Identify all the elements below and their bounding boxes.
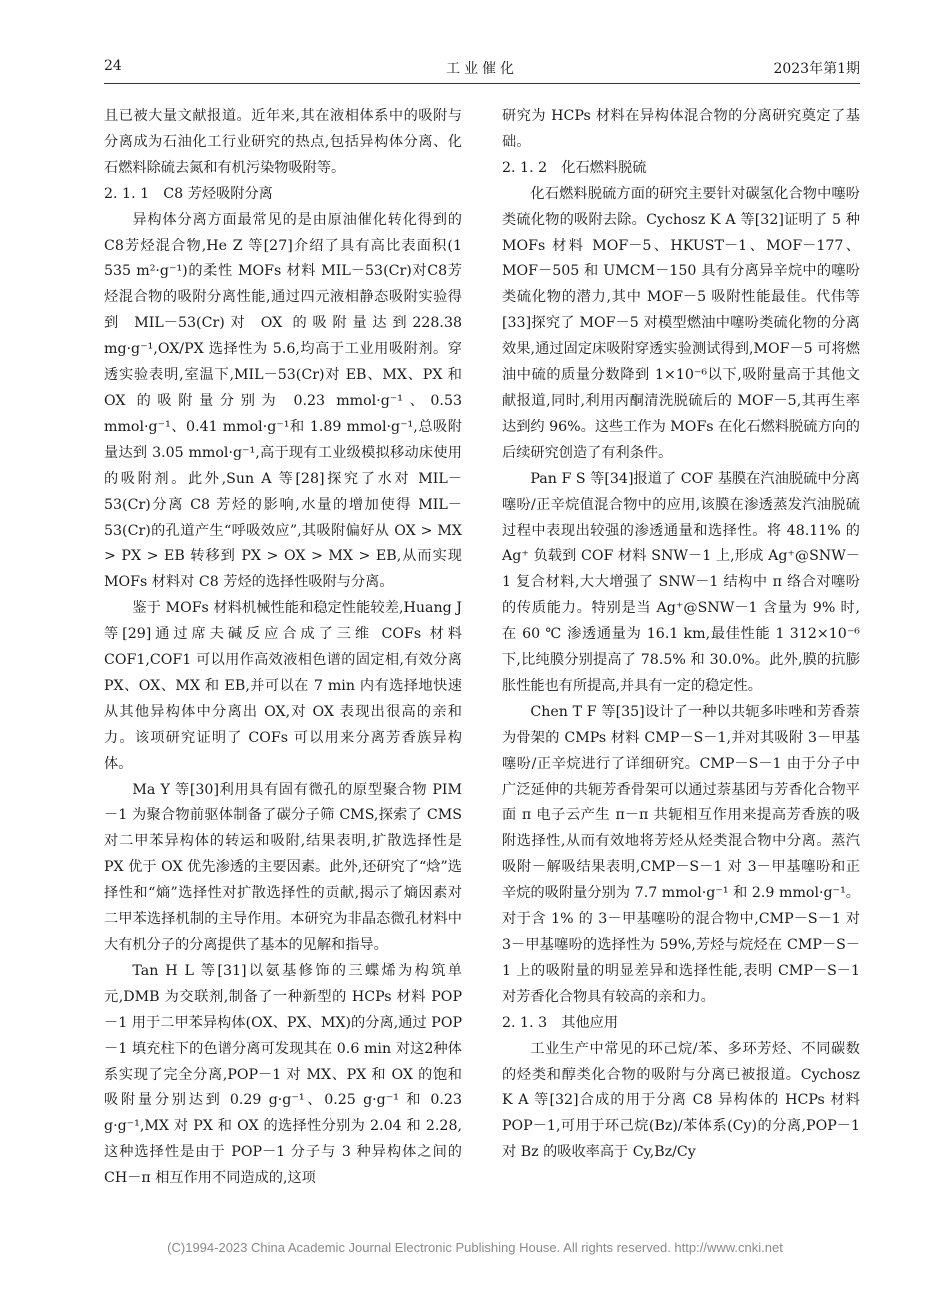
page-number: 24 <box>104 58 122 74</box>
paragraph: 鉴于 MOFs 材料机械性能和稳定性能较差,Huang J 等[29]通过席夫碱反应合成了三维 COFs 材料 COF1,COF1 可以用作高效液相色谱的固定相,有效分离 PX、OX、MX 和 EB,并可以在 7 min 内有选择地快速从其他异构体中分离出 OX,对 OX 表现出很高的亲和力。该项研究证明了 COFs 可以用来分离芳香族异构体。 <box>104 600 462 772</box>
paragraph: Pan F S 等[34]报道了 COF 基膜在汽油脱硫中分离噻吩/正辛烷值混合物中的应用,该膜在渗透蒸发汽油脱硫过程中表现出较强的渗透通量和选择性。将 48.11% 的 Ag⁺ 负载到 COF 材料 SNW－1 上,形成 Ag⁺@SNW－1 复合材料,大大增强了 SNW－1 结构中 π 络合对噻吩的传质能力。特别是当 Ag⁺@SNW－1 含量为 9% 时,在 60 ℃ 渗透通量为 16.1 km,最佳性能 1 312×10⁻⁶ 下,比纯膜分别提高了 78.5% 和 30.0%。此外,膜的抗膨胀性能也有所提高,并具有一定的稳定性。 <box>502 470 860 694</box>
paragraph: 异构体分离方面最常见的是由原油催化转化得到的C8芳烃混合物,He Z 等[27]介绍了具有高比表面积(1 535 m²·g⁻¹)的柔性 MOFs 材料 MIL－53(Cr)对C8芳烃混合物的吸附分离性能,通过四元液相静态吸附实验得到 MIL－53(Cr)对 OX 的吸附量达到228.38 mg·g⁻¹,OX/PX 选择性为 5.6,均高于工业用吸附剂。穿透实验表明,室温下,MIL－53(Cr)对 EB、MX、PX 和 OX 的吸附量分别为 0.23 mmol·g⁻¹、0.53 mmol·g⁻¹、0.41 mmol·g⁻¹和 1.89 mmol·g⁻¹,总吸附量达到 3.05 mmol·g⁻¹,高于现有工业级模拟移动床使用的吸附剂。此外,Sun A 等[28]探究了水对 MIL－53(Cr)分离 C8 芳烃的影响,水量的增加使得 MIL－53(Cr)的孔道产生“呼吸效应”,其吸附偏好从 OX > MX > PX > EB 转移到 PX > OX > MX > EB,从而实现 MOFs 材料对 C8 芳烃的选择性吸附与分离。 <box>104 211 462 591</box>
right-column <box>502 104 860 1166</box>
paragraph: Chen T F 等[35]设计了一种以共轭多咔唑和芳香萘为骨架的 CMPs 材料 CMP－S－1,并对其吸附 3－甲基噻吩/正辛烷进行了详细研究。CMP－S－1 由于分子中广泛延伸的共轭芳香骨架可以通过萘基团与芳香化合物平面 π 电子云产生 π－π 共轭相互作用来提高芳香族的吸附选择性,从而有效地将芳烃从烃类混合物中分离。蒸汽吸附－解吸结果表明,CMP－S－1 对 3－甲基噻吩和正辛烷的吸附量分别为 7.7 mmol·g⁻¹ 和 2.9 mmol·g⁻¹。对于含 1% 的 3－甲基噻吩的混合物中,CMP－S－1 对 3－甲基噻吩的选择性为 59%,芳烃与烷烃在 CMP－S－1 上的吸附量的明显差异和选择性能,表明 CMP－S－1 对芳香化合物具有较高的亲和力。 <box>502 703 860 1005</box>
section-heading: 2. 1. 1 C8 芳烃吸附分离 <box>104 185 273 202</box>
paragraph: 工业生产中常见的环己烷/苯、多环芳烃、不同碳数的烃类和醇类化合物的吸附与分离已被报道。Cychosz K A 等[32]合成的用于分离 C8 异构体的 HCPs 材料 POP－1,可用于环己烷(Bz)/苯体系(Cy)的分离,POP－1 对 Bz 的吸收率高于 Cy,Bz/Cy <box>502 1040 860 1161</box>
header-rule <box>104 83 860 84</box>
copyright-footer: (C)1994-2023 China Academic Journal Electronic Publishing House. All rights reserved. http://www.cnki.net <box>167 1240 783 1255</box>
page-header <box>104 58 860 80</box>
paragraph: 化石燃料脱硫方面的研究主要针对碳氢化合物中噻吩类硫化物的吸附去除。Cychosz K A 等[32]证明了 5 种 MOFs 材料 MOF－5、HKUST－1、MOF－177、MOF－505 和 UMCM－150 具有分离异辛烷中的噻吩类硫化物的潜力,其中 MOF－5 吸附性能最佳。代伟等[33]探究了 MOF－5 对模型燃油中噻吩类硫化物的分离效果,通过固定床吸附穿透实验测试得到,MOF－5 可将燃油中硫的质量分数降到 1×10⁻⁶以下,吸附量高于其他文献报道,同时,利用丙酮清洗脱硫后的 MOF－5,其再生率达到约 96%。这些工作为 MOFs 在化石燃料脱硫方向的后续研究创造了有利条件。 <box>502 185 860 461</box>
paragraph: Ma Y 等[30]利用具有固有微孔的原型聚合物 PIM－1 为聚合物前驱体制备了碳分子筛 CMS,探索了 CMS 对二甲苯异构体的转运和吸附,结果表明,扩散选择性是 PX 优于 OX 优先渗透的主要因素。此外,还研究了“焓”选择性和“熵”选择性对扩散选择性的贡献,揭示了熵因素对二甲苯选择机制的主导作用。本研究为非晶态微孔材料中大有机分子的分离提供了基本的见解和指导。 <box>104 781 462 953</box>
paragraph: 研究为 HCPs 材料在异构体混合物的分离研究奠定了基础。 <box>502 108 860 150</box>
paragraph: Tan H L 等[31]以氨基修饰的三蝶烯为构筑单元,DMB 为交联剂,制备了一种新型的 HCPs 材料 POP－1 用于二甲苯异构体(OX、PX、MX)的分离,通过 POP－1 填充柱下的色谱分离可发现其在 0.6 min 对这2种体系实现了完全分离,POP－1 对 MX、PX 和 OX 的饱和吸附量分别达到 0.29 g·g⁻¹、0.25 g·g⁻¹ 和 0.23 g·g⁻¹,MX 对 PX 和 OX 的选择性分别为 2.04 和 2.28,这种选择性是由于 POP－1 分子与 3 种异构体之间的 CH－π 相互作用不同造成的,这项 <box>104 962 462 1187</box>
section-heading: 2. 1. 3 其他应用 <box>502 1014 619 1031</box>
journal-title: 工业催化 <box>446 61 518 77</box>
section-heading: 2. 1. 2 化石燃料脱硫 <box>502 159 647 176</box>
issue-label: 2023年第1期 <box>773 61 860 77</box>
left-column <box>104 104 462 1192</box>
paragraph: 且已被大量文献报道。近年来,其在液相体系中的吸附与分离成为石油化工行业研究的热点,包括异构体分离、化石燃料除硫去氮和有机污染物吸附等。 <box>104 108 462 176</box>
